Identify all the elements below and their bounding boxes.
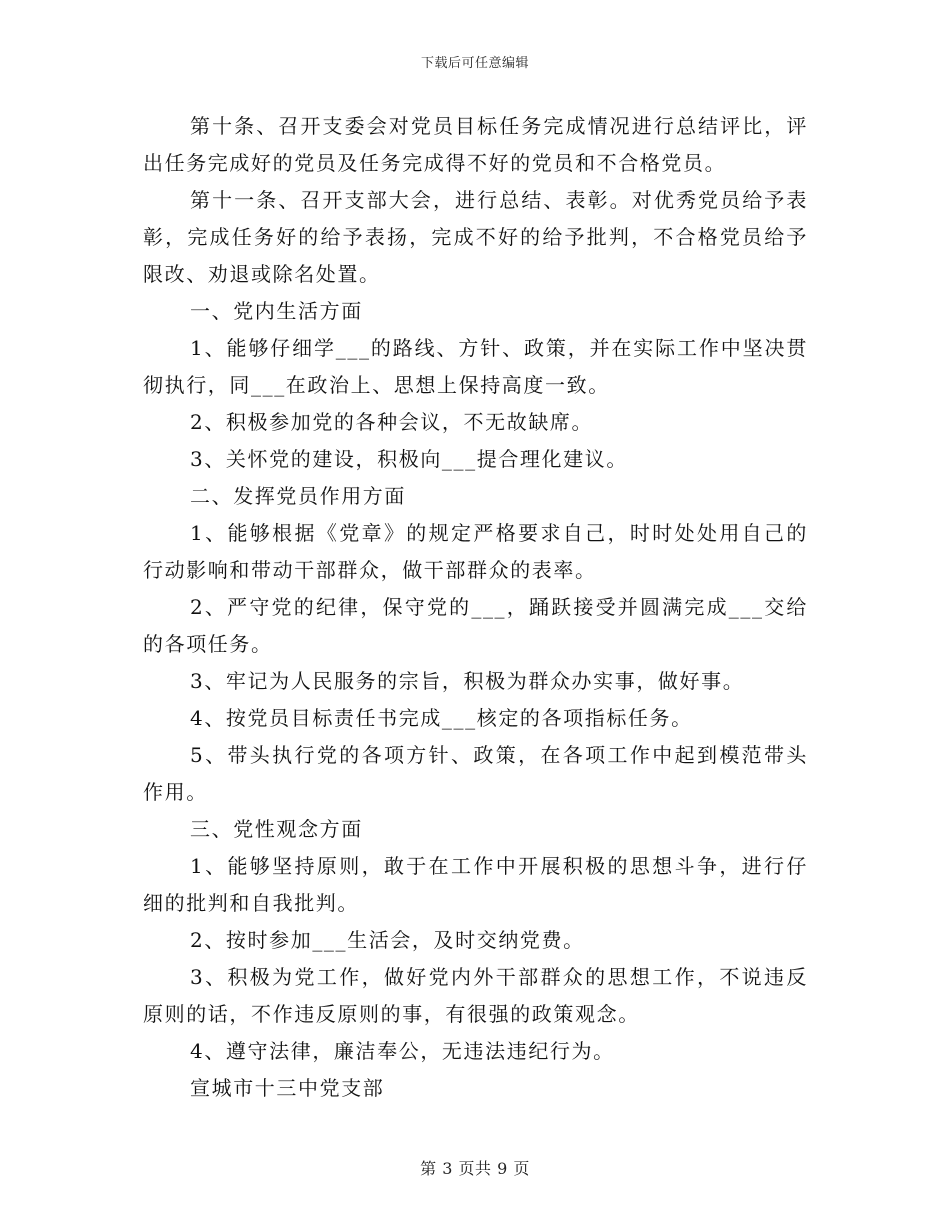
list-item: 2、按时参加___生活会，及时交纳党费。 xyxy=(190,928,585,952)
list-item: 1、能够根据《党章》的规定严格要求自己，时时处处用自己的行动影响和带动干部群众，做干部群众的表率。 xyxy=(143,521,808,582)
list-item: 3、积极为党工作，做好党内外干部群众的思想工作，不说违反原则的话，不作违反原则的事，有很强的政策观念。 xyxy=(143,965,808,1026)
signature-organization: 宣城市十三中党支部 xyxy=(190,1076,385,1100)
list-item: 2、积极参加党的各种会议，不无故缺席。 xyxy=(190,410,594,434)
document-body xyxy=(143,108,808,1107)
section-heading-party-life: 一、党内生活方面 xyxy=(190,299,363,323)
list-item: 1、能够坚持原则，敢于在工作中开展积极的思想斗争，进行仔细的批判和自我批判。 xyxy=(143,854,808,915)
list-item: 3、关怀党的建设，积极向___提合理化建议。 xyxy=(190,447,628,471)
article-eleven: 第十一条、召开支部大会，进行总结、表彰。对优秀党员给予表彰，完成任务好的给予表扬，完成不好的给予批判，不合格党员给予限改、劝退或除名处置。 xyxy=(143,188,808,286)
list-item: 3、牢记为人民服务的宗旨，积极为群众办实事，做好事。 xyxy=(190,669,745,693)
section-heading-party-spirit: 三、党性观念方面 xyxy=(190,817,363,841)
list-item: 5、带头执行党的各项方针、政策，在各项工作中起到模范带头作用。 xyxy=(143,743,808,804)
list-item: 4、按党员目标责任书完成___核定的各项指标任务。 xyxy=(190,706,693,730)
section-heading-member-role: 二、发挥党员作用方面 xyxy=(190,484,406,508)
article-ten: 第十条、召开支委会对党员目标任务完成情况进行总结评比，评出任务完成好的党员及任务完成得不好的党员和不合格党员。 xyxy=(143,114,808,175)
page-number: 第 3 页共 9 页 xyxy=(420,1159,530,1178)
list-item: 1、能够仔细学___的路线、方针、政策，并在实际工作中坚决贯彻执行，同___在政治上、思想上保持高度一致。 xyxy=(143,336,808,397)
page-header-note: 下载后可任意编辑 xyxy=(420,56,529,71)
list-item: 4、遵守法律，廉洁奉公，无违法违纪行为。 xyxy=(190,1039,615,1063)
list-item: 2、严守党的纪律，保守党的___，踊跃接受并圆满完成___交给的各项任务。 xyxy=(143,595,808,656)
